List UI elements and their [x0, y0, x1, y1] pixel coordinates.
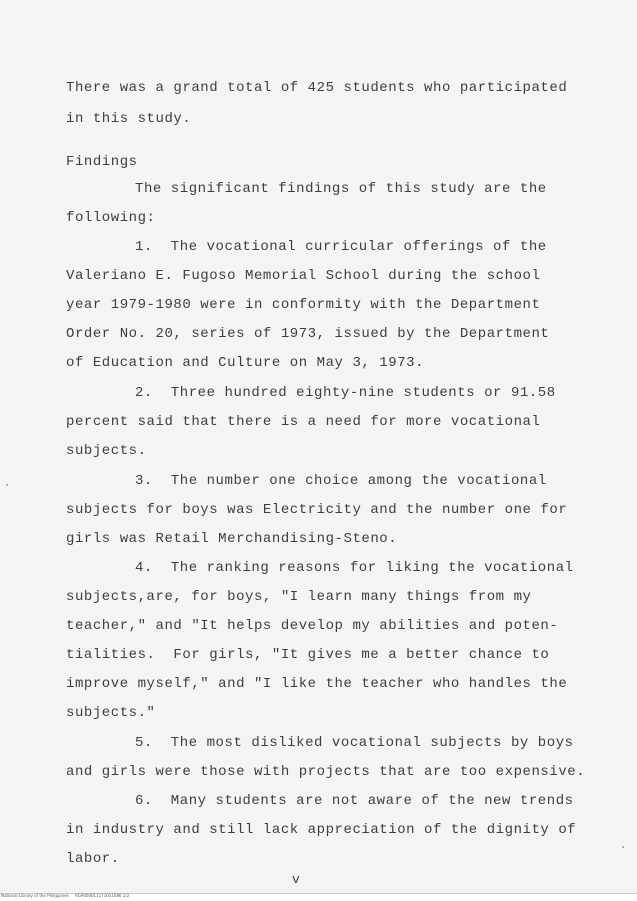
finding-1-line-2: Valeriano E. Fugoso Memorial School during the school	[66, 268, 541, 284]
finding-6-first-line: 6. Many students are not aware of the new trends	[135, 793, 574, 809]
finding-2-first-line: 2. Three hundred eighty-nine students or 91.58	[135, 385, 556, 401]
finding-4-first-line: 4. The ranking reasons for liking the vocational	[135, 560, 574, 576]
finding-1-line-3: year 1979-1980 were in conformity with the Department	[66, 297, 541, 313]
finding-5-first-line: 5. The most disliked vocational subjects by boys	[135, 735, 574, 751]
lead-line-1: The significant findings of this study are the	[135, 181, 547, 197]
finding-4-line-2: subjects,are, for boys, "I learn many things from my	[66, 589, 532, 605]
scan-footer-text: National Library of the Philippines RGP000011171011086 1/2	[1, 893, 130, 898]
finding-3-line-3: girls was Retail Merchandising-Steno.	[66, 531, 398, 547]
page-number: v	[292, 872, 300, 887]
finding-4-line-6: subjects."	[66, 705, 156, 721]
finding-2-line-2: percent said that there is a need for more vocational	[66, 414, 541, 430]
section-heading: Findings	[66, 154, 138, 170]
finding-4-line-3: teacher," and "It helps develop my abilities and poten-	[66, 618, 559, 634]
finding-1-line-4: Order No. 20, series of 1973, issued by the Department	[66, 326, 550, 342]
finding-5-line-2: and girls were those with projects that are too expensive.	[66, 764, 586, 780]
scan-speck	[6, 484, 8, 486]
finding-6-line-3: labor.	[66, 851, 120, 867]
finding-6-line-2: in industry and still lack appreciation of the dignity of	[66, 822, 577, 838]
intro-line-1: There was a grand total of 425 students who participated	[66, 80, 568, 96]
finding-2-line-3: subjects.	[66, 443, 147, 459]
finding-4-line-4: tialities. For girls, "It gives me a better chance to	[66, 647, 550, 663]
intro-line-2: in this study.	[66, 111, 192, 127]
lead-line-2: following:	[66, 210, 156, 226]
finding-3-line-2: subjects for boys was Electricity and the number one for	[66, 502, 568, 518]
finding-4-line-5: improve myself," and "I like the teacher who handles the	[66, 676, 568, 692]
scan-speck	[622, 846, 624, 848]
finding-1-first-line: 1. The vocational curricular offerings of the	[135, 239, 547, 255]
finding-3-first-line: 3. The number one choice among the vocational	[135, 473, 547, 489]
finding-1-line-5: of Education and Culture on May 3, 1973.	[66, 355, 425, 371]
